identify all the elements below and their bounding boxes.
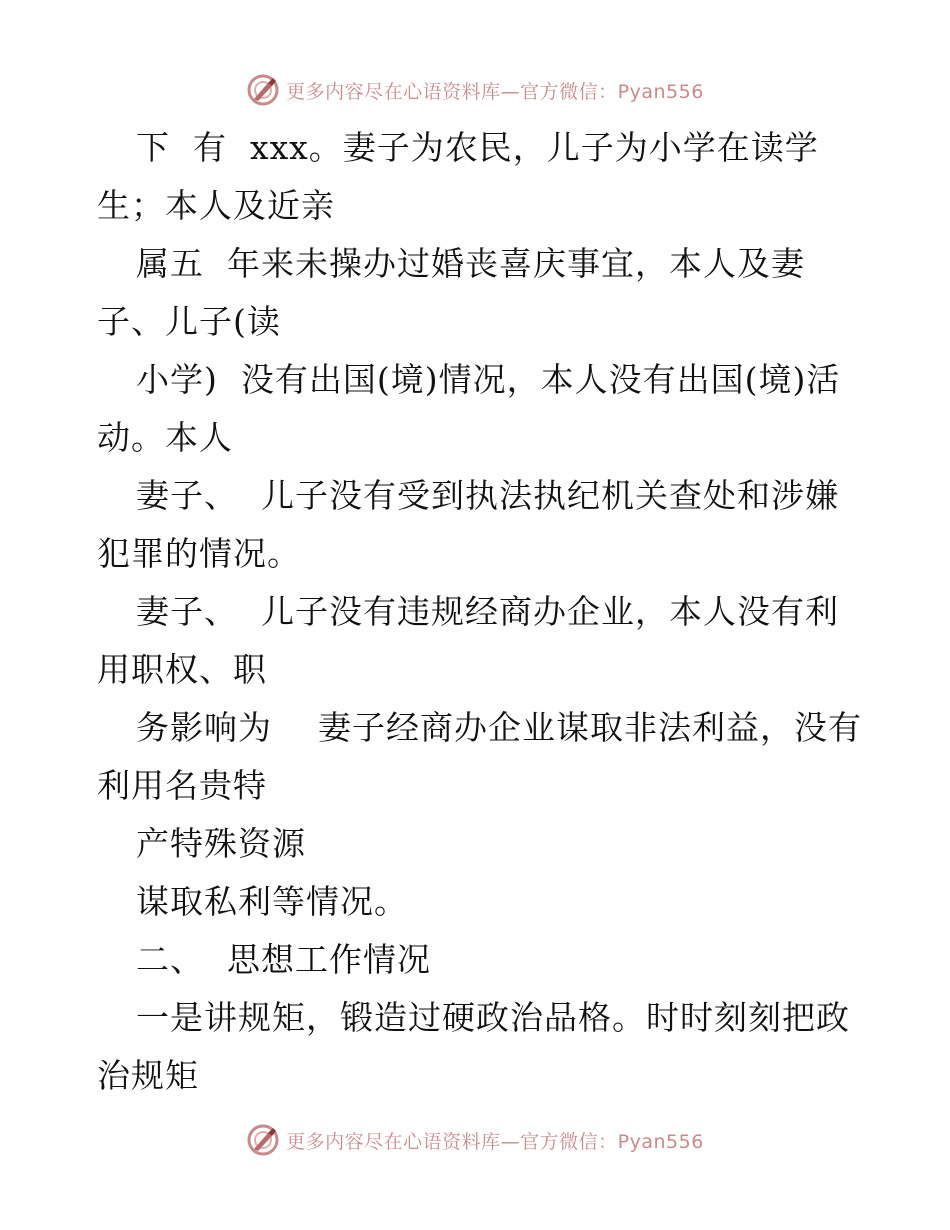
header-banner bbox=[0, 70, 950, 110]
body-line: 治规矩 bbox=[97, 1056, 199, 1095]
body-line: 动。本人 bbox=[97, 418, 233, 457]
body-line: 属五 年来未操办过婚丧喜庆事宜，本人及妻 bbox=[136, 244, 805, 283]
body-line: 务影响为 妻子经商办企业谋取非法利益，没有 bbox=[136, 708, 862, 747]
body-line: 谋取私利等情况。 bbox=[136, 882, 408, 921]
body-line: 妻子、 儿子没有违规经商办企业，本人没有利 bbox=[136, 592, 839, 631]
body-line: 子、儿子(读 bbox=[97, 302, 281, 341]
body-line: 生；本人及近亲 bbox=[97, 186, 335, 225]
body-line: 用职权、职 bbox=[97, 650, 267, 689]
body-line: 下 有 xxx。妻子为农民，儿子为小学在读学 bbox=[136, 128, 819, 167]
body-line: 妻子、 儿子没有受到执法执纪机关查处和涉嫌 bbox=[136, 476, 839, 515]
body-line: 一是讲规矩，锻造过硬政治品格。时时刻刻把政 bbox=[136, 998, 850, 1037]
body-line: 小学) 没有出国(境)情况，本人没有出国(境)活 bbox=[136, 360, 841, 399]
body-line: 利用名贵特 bbox=[97, 766, 267, 805]
body-line: 产特殊资源 bbox=[136, 824, 306, 863]
pen-circle-logo-icon bbox=[246, 73, 280, 107]
pen-circle-logo-icon bbox=[246, 1123, 280, 1157]
header-banner-text: 更多内容尽在心语资料库—官方微信：Pyan556 bbox=[286, 80, 704, 103]
section-heading: 二、 思想工作情况 bbox=[136, 940, 431, 979]
body-line: 犯罪的情况。 bbox=[97, 534, 301, 573]
footer-banner-text: 更多内容尽在心语资料库—官方微信：Pyan556 bbox=[286, 1130, 704, 1153]
footer-banner bbox=[0, 1120, 950, 1160]
